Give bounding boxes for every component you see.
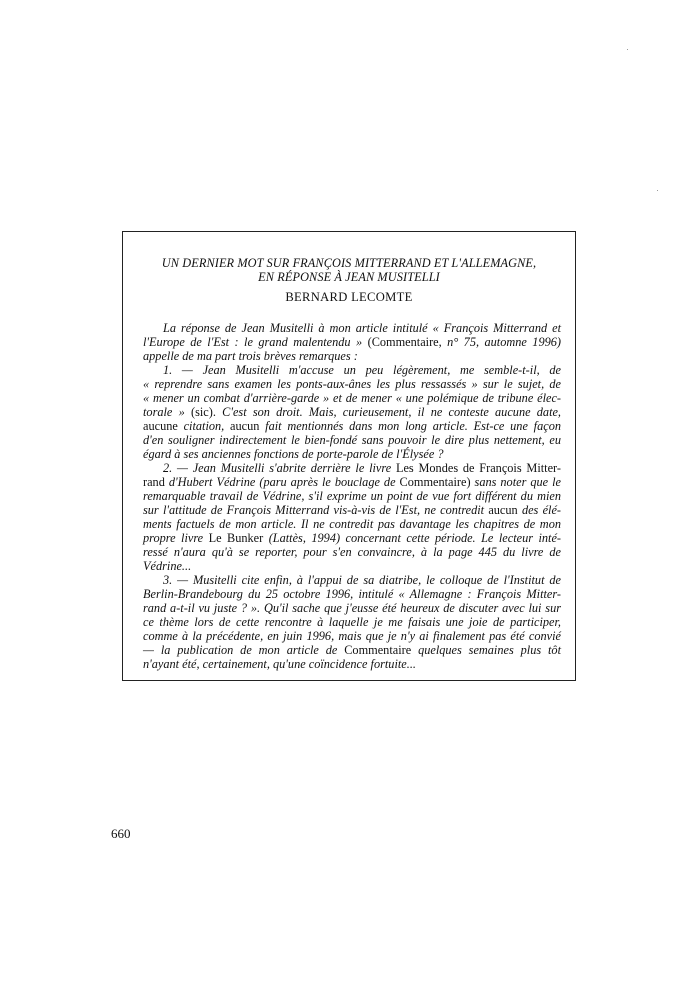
italic-text-segment: d'Hubert Védrine (paru après le bouclage de	[168, 475, 400, 489]
roman-text-segment: Commentaire	[344, 643, 419, 657]
text-line	[143, 433, 561, 447]
text-line	[143, 377, 561, 391]
italic-text-segment: fait mentionnés dans mon long article. Est-ce une façon	[265, 419, 561, 433]
italic-text-segment: Berlin-Brandebourg du 25 octobre 1996, intitulé « Allemagne : François Mitter-	[143, 587, 561, 601]
roman-text-segment: Le Bunker	[208, 531, 269, 545]
italic-text-segment: remarquable travail de Védrine, s'il exprime un point de vue fort différent du mien	[143, 489, 561, 503]
italic-text-segment: des élé-	[521, 503, 561, 517]
roman-text-segment: rand	[143, 475, 169, 489]
italic-text-segment: n° 75, automne 1996)	[447, 335, 561, 349]
italic-text-segment: C'est son droit. Mais, curieusement, il ne conteste aucune date,	[222, 405, 562, 419]
text-line	[143, 601, 561, 615]
text-line	[143, 447, 561, 461]
italic-text-segment: (Lattès, 1994) concernant cette période. Le lecteur inté-	[268, 531, 561, 545]
text-line	[143, 475, 561, 489]
italic-text-segment: ressé n'aura qu'à se reporter, pour s'en convaincre, à la page 445 du livre de	[143, 545, 561, 559]
italic-text-segment: l'Europe de l'Est : le grand malentendu »	[143, 335, 368, 349]
text-line	[143, 391, 561, 405]
italic-text-segment: 3. — Musitelli cite enfin, à l'appui de sa diatribe, le colloque de l'Institut de	[163, 573, 561, 587]
article-title	[122, 256, 576, 284]
italic-text-segment: ments factuels de mon article. Il ne contredit pas davantage les chapitres de mon	[143, 517, 561, 531]
italic-text-segment: d'en souligner indirectement le bien-fondé sans pouvoir le dire plus nettement, eu	[143, 433, 561, 447]
text-line	[143, 321, 561, 335]
italic-text-segment: torale »	[143, 405, 191, 419]
text-line	[143, 545, 561, 559]
text-line	[143, 629, 561, 643]
italic-text-segment: La réponse de Jean Musitelli à mon article intitulé « François Mitterrand et	[163, 321, 561, 335]
text-line	[143, 531, 561, 545]
italic-text-segment: sur l'attitude de François Mitterrand vis-à-vis de l'Est, ne contredit	[143, 503, 489, 517]
italic-text-segment: « mener un combat d'arrière-garde » et de mener « une polémique de tribune élec-	[143, 391, 561, 405]
text-line	[143, 489, 561, 503]
roman-text-segment: Les Mondes de François Mitter-	[395, 461, 561, 475]
text-line	[143, 615, 561, 629]
text-line	[143, 461, 561, 475]
text-line	[143, 517, 561, 531]
italic-text-segment: 2. — Jean Musitelli s'abrite derrière le livre	[163, 461, 396, 475]
italic-text-segment: rand a-t-il vu juste ? ». Qu'il sache que j'eusse été heureux de discuter avec lui sur	[143, 601, 561, 615]
roman-text-segment: aucun	[488, 503, 522, 517]
italic-text-segment: n'ayant été, certainement, qu'une coïncidence fortuite...	[143, 657, 416, 671]
italic-text-segment: égard à ses anciennes fonctions de porte-parole de l'Élysée ?	[143, 447, 444, 461]
text-line	[143, 657, 561, 671]
roman-text-segment: (Commentaire,	[367, 335, 448, 349]
page-number: 660	[111, 826, 131, 841]
roman-text-segment: aucune	[143, 419, 184, 433]
text-line	[143, 335, 561, 349]
title-line-1: UN DERNIER MOT SUR FRANÇOIS MITTERRAND ET L'ALLEMAGNE,	[161, 256, 537, 270]
text-line	[143, 559, 561, 573]
italic-text-segment: « reprendre sans examen les ponts-aux-ânes les plus ressassés » sur le sujet, de	[143, 377, 561, 391]
italic-text-segment: 1. — Jean Musitelli m'accuse un peu légèrement, me semble-t-il, de	[163, 363, 561, 377]
text-line	[143, 419, 561, 433]
italic-text-segment: citation,	[183, 419, 231, 433]
text-line	[143, 349, 561, 363]
title-line-2: EN RÉPONSE À JEAN MUSITELLI	[258, 270, 440, 284]
article-body	[143, 321, 561, 671]
scan-speck	[657, 190, 658, 191]
italic-text-segment: quelques semaines plus tôt	[418, 643, 561, 657]
italic-text-segment: Védrine...	[143, 559, 192, 573]
text-line	[143, 643, 561, 657]
text-line	[143, 503, 561, 517]
text-line	[143, 405, 561, 419]
text-line	[143, 587, 561, 601]
italic-text-segment: comme à la précédente, en juin 1996, mais que je n'y ai finalement pas été convié	[143, 629, 561, 643]
italic-text-segment: appelle de ma part trois brèves remarques :	[143, 349, 358, 363]
italic-text-segment: propre livre	[143, 531, 209, 545]
roman-text-segment: aucun	[230, 419, 266, 433]
author-name: BERNARD LECOMTE	[285, 290, 413, 304]
text-line	[143, 573, 561, 587]
italic-text-segment: ce thème lors de cette rencontre à laquelle je me faisais une joie de participer,	[143, 615, 561, 629]
scan-speck	[627, 49, 628, 50]
italic-text-segment: — la publication de mon article de	[143, 643, 345, 657]
text-line	[143, 363, 561, 377]
italic-text-segment: sans noter que le	[474, 475, 561, 489]
roman-text-segment: Commentaire)	[399, 475, 475, 489]
roman-text-segment: (sic).	[190, 405, 223, 419]
